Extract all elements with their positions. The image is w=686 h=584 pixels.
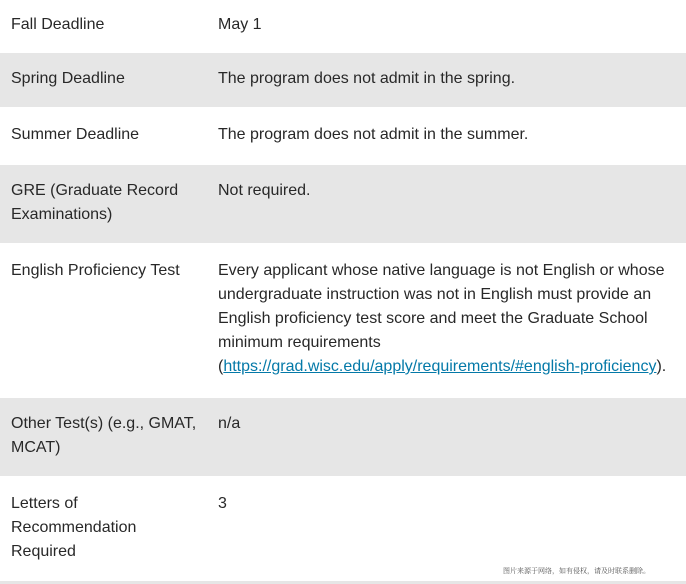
table-row-summer-deadline [0, 109, 686, 165]
row-label: GRE (Graduate Record Examinations) [11, 182, 179, 223]
english-requirement-text: Every applicant whose native language is not English or whose undergraduate instruction was not in English must provide an English proficiency test score and meet the Graduate School minimum requirements ( [218, 262, 665, 375]
row-label: English Proficiency Test [11, 262, 180, 279]
row-label: Spring Deadline [11, 70, 125, 87]
row-value: The program does not admit in the spring. [218, 70, 516, 87]
row-value: 3 [218, 495, 227, 512]
table-row-spring-deadline [0, 53, 686, 109]
row-value: n/a [218, 415, 241, 432]
table-row-fall-deadline [0, 0, 686, 53]
row-label: Other Test(s) (e.g., GMAT, MCAT) [11, 415, 197, 456]
row-value: May 1 [218, 16, 262, 33]
watermark-text: 图片来源于网络，如有侵权，请及时联系删除。 [503, 567, 650, 575]
table-row-other-tests [0, 398, 686, 478]
row-value [207, 259, 686, 396]
table-row-english-proficiency [0, 245, 686, 398]
english-requirement-suffix: ). [656, 358, 667, 375]
row-value: The program does not admit in the summer. [218, 126, 529, 143]
row-label: Letters of Recommendation Required [11, 495, 137, 560]
table-row-gre [0, 165, 686, 245]
row-label: Fall Deadline [11, 16, 105, 33]
row-label: Summer Deadline [11, 126, 140, 143]
english-proficiency-link[interactable]: https://grad.wisc.edu/apply/requirements/#english-proficiency [223, 358, 657, 375]
row-value: Not required. [218, 182, 311, 199]
